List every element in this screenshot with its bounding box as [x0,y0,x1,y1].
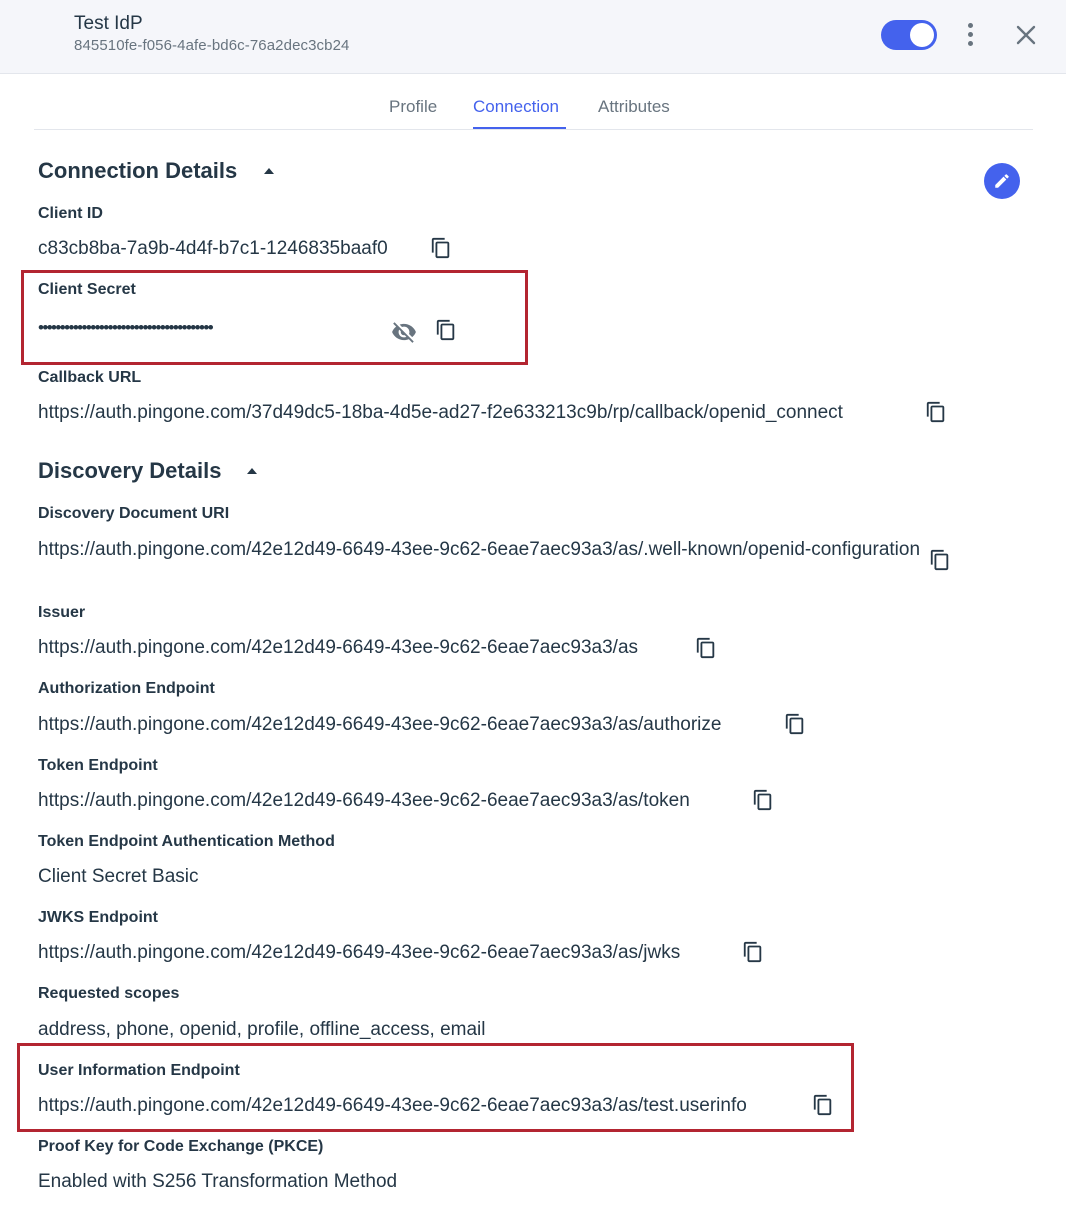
reveal-secret-eye-slash-icon[interactable] [391,319,417,345]
copy-userinfo-endpoint-icon[interactable] [812,1094,834,1116]
token-auth-method-value: Client Secret Basic [38,866,199,887]
client-id-value: c83cb8ba-7a9b-4d4f-b7c1-1246835baaf0 [38,238,388,259]
pencil-icon [993,172,1011,190]
copy-jwks-endpoint-icon[interactable] [742,941,764,963]
userinfo-endpoint-value: https://auth.pingone.com/42e12d49-6649-43ee-9c62-6eae7aec93a3/as/test.userinfo [38,1095,747,1116]
discovery-details-title: Discovery Details [38,458,222,483]
callback-url-label: Callback URL [38,369,142,386]
copy-callback-url-icon[interactable] [925,401,947,423]
idp-id: 845510fe-f056-4afe-bd6c-76a2dec3cb24 [74,37,350,54]
tab-connection[interactable]: Connection [473,97,560,116]
issuer-label: Issuer [38,604,86,621]
authorization-endpoint-label: Authorization Endpoint [38,680,215,697]
edit-button[interactable] [984,163,1020,199]
connection-details-title: Connection Details [38,158,238,183]
discovery-collapse-caret-icon[interactable] [247,468,257,474]
tab-bar [34,88,1033,130]
enable-toggle[interactable] [881,20,937,50]
requested-scopes-value: address, phone, openid, profile, offline_access, email [38,1019,486,1040]
authorization-endpoint-value: https://auth.pingone.com/42e12d49-6649-43ee-9c62-6eae7aec93a3/as/authorize [38,714,722,735]
discovery-uri-value: https://auth.pingone.com/42e12d49-6649-43ee-9c62-6eae7aec93a3/as/.well-known/openid-configuration [38,539,921,560]
discovery-uri-label: Discovery Document URI [38,505,230,522]
token-endpoint-value: https://auth.pingone.com/42e12d49-6649-43ee-9c62-6eae7aec93a3/as/token [38,790,690,811]
client-secret-label: Client Secret [38,281,136,298]
idp-title: Test IdP [74,13,143,34]
client-secret-value: •••••••••••••••••••••••••••••••••••••••• [38,318,213,337]
userinfo-endpoint-label: User Information Endpoint [38,1062,240,1079]
pkce-label: Proof Key for Code Exchange (PKCE) [38,1138,324,1155]
jwks-endpoint-label: JWKS Endpoint [38,909,158,926]
issuer-value: https://auth.pingone.com/42e12d49-6649-43ee-9c62-6eae7aec93a3/as [38,637,639,658]
token-auth-method-label: Token Endpoint Authentication Method [38,833,335,850]
copy-discovery-uri-icon[interactable] [929,549,951,571]
tab-attributes[interactable]: Attributes [598,97,670,116]
connection-collapse-caret-icon[interactable] [264,168,274,174]
jwks-endpoint-value: https://auth.pingone.com/42e12d49-6649-43ee-9c62-6eae7aec93a3/as/jwks [38,942,681,963]
toggle-knob [910,23,934,47]
panel-header [0,0,1066,74]
more-options-icon[interactable] [958,20,982,50]
token-endpoint-label: Token Endpoint [38,757,158,774]
requested-scopes-label: Requested scopes [38,985,180,1002]
copy-client-secret-icon[interactable] [435,319,457,341]
copy-issuer-icon[interactable] [695,637,717,659]
copy-client-id-icon[interactable] [430,237,452,259]
tab-profile[interactable]: Profile [389,97,438,116]
copy-authorization-endpoint-icon[interactable] [784,713,806,735]
pkce-value: Enabled with S256 Transformation Method [38,1171,398,1192]
active-tab-indicator [473,127,566,129]
close-icon[interactable] [1011,20,1041,50]
copy-token-endpoint-icon[interactable] [752,789,774,811]
callback-url-value: https://auth.pingone.com/37d49dc5-18ba-4d5e-ad27-f2e633213c9b/rp/callback/openid_connect [38,402,843,423]
userinfo-endpoint-highlight [17,1043,854,1132]
client-id-label: Client ID [38,205,103,222]
